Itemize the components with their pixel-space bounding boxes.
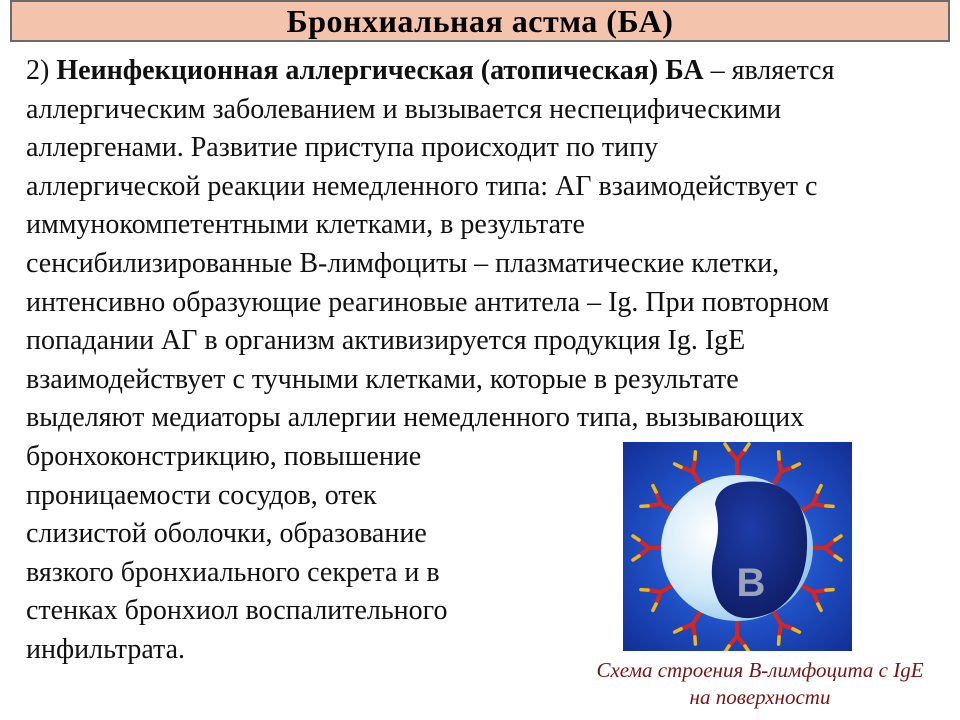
item-number: 2) [26, 55, 57, 86]
caption-line: Схема строения В-лимфоцита с IgE [596, 658, 924, 682]
slide-title: Бронхиальная астма (БА) [286, 2, 674, 39]
paragraph-line: выделяют медиаторы аллергии немедленного типа, вызывающих [26, 402, 805, 434]
bold-term: Неинфекционная аллергическая (атопическая) БА [56, 55, 704, 86]
figure-caption [560, 657, 960, 711]
paragraph-line: аллергическим заболеванием и вызывается неспецифическими [26, 93, 782, 125]
line-rest: – является [703, 55, 835, 86]
paragraph-line: слизистой оболочки, образование [26, 518, 427, 550]
paragraph-line: сенсибилизированные В-лимфоциты – плазматические клетки, [26, 247, 780, 279]
paragraph-line: интенсивно образующие реагиновые антитела – Ig. При повторном [26, 286, 830, 318]
cell-letter: B [736, 561, 766, 605]
paragraph-line: вязкого бронхиального секрета и в [26, 556, 440, 588]
paragraph-line: стенках бронхиол воспалительного [26, 595, 448, 627]
title-bar [10, 0, 950, 42]
paragraph-line: попадании АГ в организм активизируется продукция Ig. IgE [26, 325, 746, 357]
paragraph-line: аллергической реакции немедленного типа: АГ взаимодействует с [26, 170, 818, 202]
paragraph-line: проницаемости сосудов, отек [26, 479, 377, 511]
paragraph-line: иммунокомпетентными клетками, в результате [26, 209, 585, 241]
paragraph-line: аллергенами. Развитие приступа происходит по типу [26, 132, 659, 164]
paragraph-line [26, 52, 951, 91]
paragraph-line: взаимодействует с тучными клетками, которые в результате [26, 363, 739, 395]
b-lymphocyte-illustration [623, 442, 852, 651]
caption-line: на поверхности [689, 685, 831, 709]
paragraph-line: бронхоконстрикцию, повышение [26, 440, 422, 472]
paragraph-line: инфильтрата. [26, 633, 186, 665]
